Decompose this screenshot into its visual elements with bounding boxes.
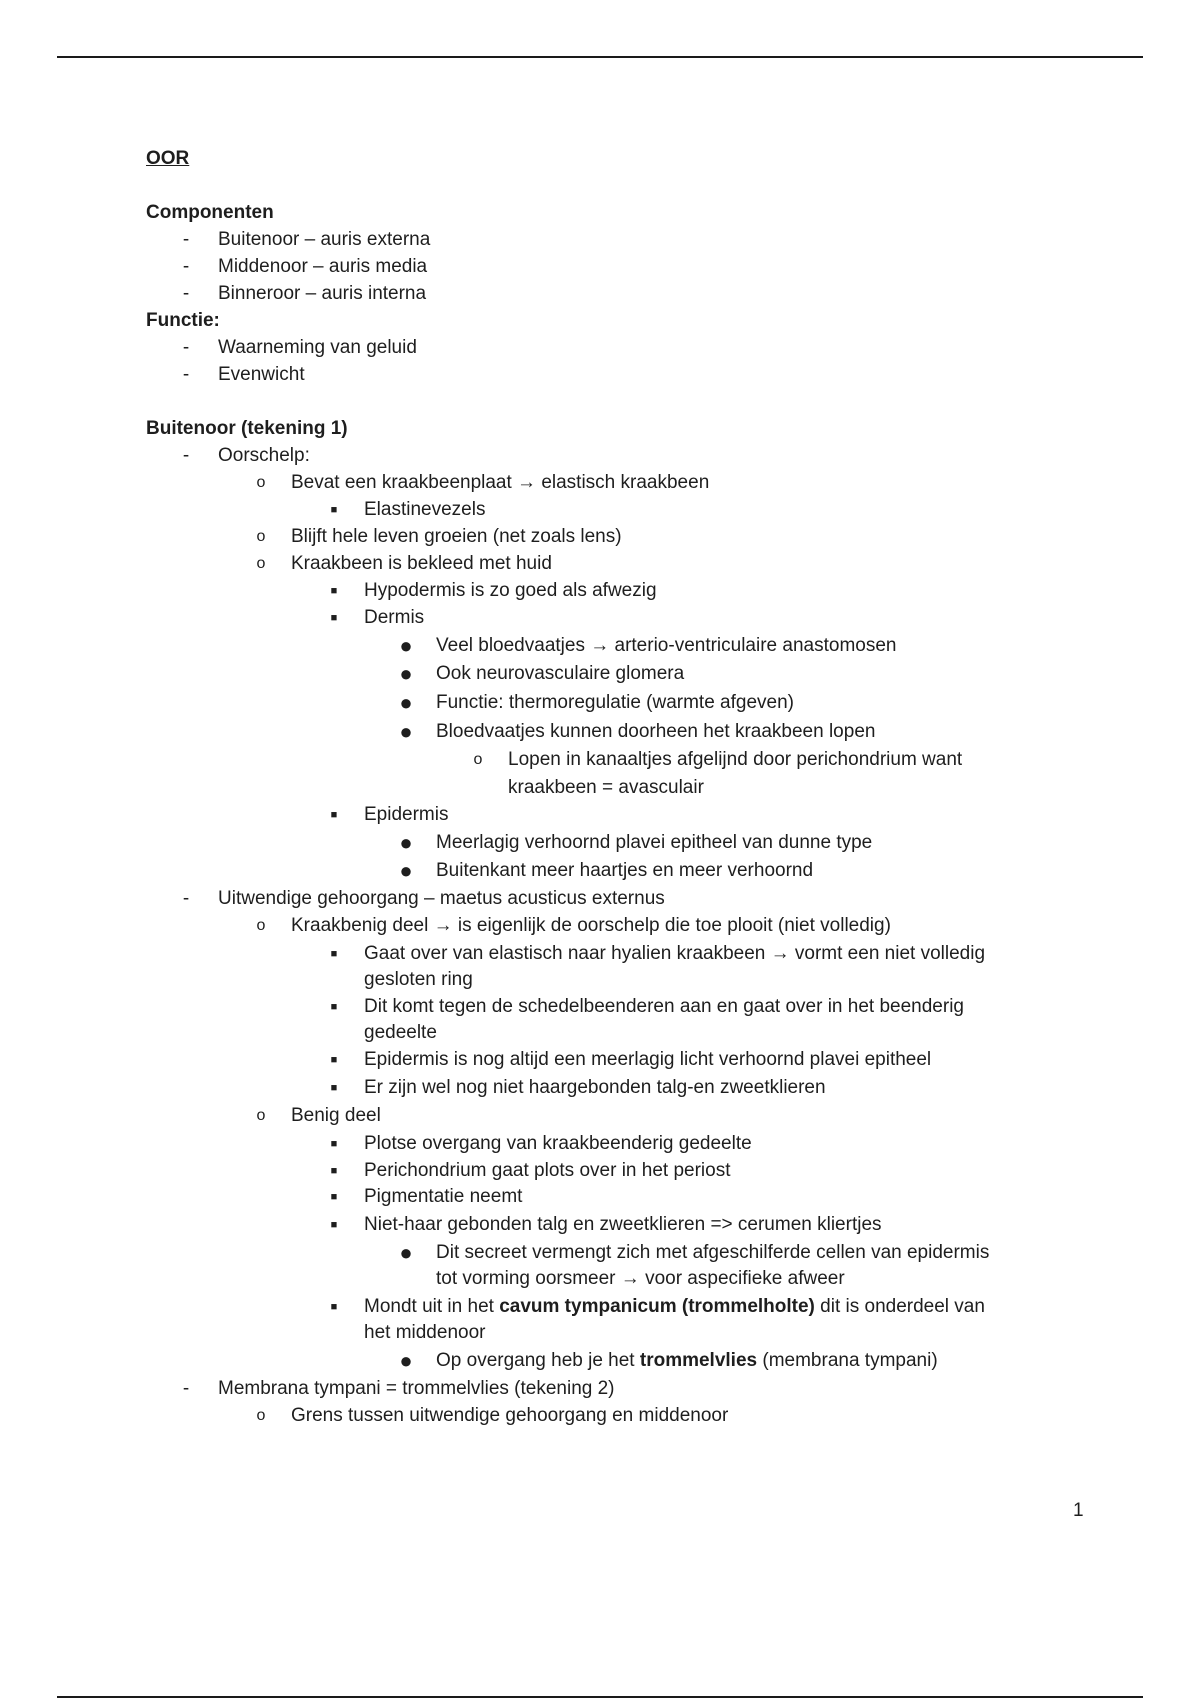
bullet-dot: ● xyxy=(399,690,413,715)
footer-rule xyxy=(57,1696,1143,1698)
heading-functie: Functie: xyxy=(146,310,220,331)
list-item: Middenoor – auris media xyxy=(218,256,428,277)
list-item: Grens tussen uitwendige gehoorgang en middenoor xyxy=(291,1405,729,1426)
bullet-dash: - xyxy=(182,1378,190,1399)
list-item: Ook neurovasculaire glomera xyxy=(436,663,685,684)
bullet-circle: o xyxy=(256,1407,266,1424)
list-item-overgang xyxy=(436,1348,938,1374)
bullet-square: ■ xyxy=(330,1082,338,1094)
list-item: Bevat een kraakbeenplaat → elastisch kraakbeen xyxy=(291,472,710,493)
list-item: Blijft hele leven groeien (net zoals lens) xyxy=(291,526,622,547)
text-span: dit is onderdeel van xyxy=(814,1296,985,1317)
bullet-square: ■ xyxy=(330,1054,338,1066)
bullet-square: ■ xyxy=(330,1191,338,1203)
list-item: Kraakbeen is bekleed met huid xyxy=(291,553,552,574)
bullet-dot: ● xyxy=(399,1348,413,1373)
bullet-dot: ● xyxy=(399,1240,413,1265)
bullet-circle: o xyxy=(256,917,266,934)
bullet-dot: ● xyxy=(399,719,413,744)
bullet-dash: - xyxy=(182,888,190,909)
bullet-dot: ● xyxy=(399,633,413,658)
list-item-mondt xyxy=(364,1294,985,1320)
list-item: Kraakbenig deel → is eigenlijk de oorschelp die toe plooit (niet volledig) xyxy=(291,915,891,936)
list-item: Dit komt tegen de schedelbeenderen aan en gaat over in het beenderig xyxy=(364,996,964,1017)
bullet-circle: o xyxy=(256,528,266,545)
document-title: OOR xyxy=(146,148,190,169)
bullet-dot: ● xyxy=(399,661,413,686)
bullet-square: ■ xyxy=(330,585,338,597)
bullet-dash: - xyxy=(182,445,190,466)
bullet-square: ■ xyxy=(330,809,338,821)
heading-buitenoor: Buitenoor (tekening 1) xyxy=(146,418,348,439)
bullet-square: ■ xyxy=(330,1301,338,1313)
list-item: Epidermis is nog altijd een meerlagig licht verhoornd plavei epitheel xyxy=(364,1049,932,1070)
list-item: Elastinevezels xyxy=(364,499,486,520)
list-item-continuation: het middenoor xyxy=(364,1322,486,1343)
bullet-square: ■ xyxy=(330,1138,338,1150)
list-item: Benig deel xyxy=(291,1105,381,1126)
list-item: Waarneming van geluid xyxy=(218,337,417,358)
bullet-square: ■ xyxy=(330,948,338,960)
heading-componenten: Componenten xyxy=(146,202,274,223)
list-item-membrana: Membrana tympani = trommelvlies (tekening 2) xyxy=(218,1378,615,1399)
bullet-circle: o xyxy=(256,474,266,491)
bullet-circle: o xyxy=(256,1107,266,1124)
text-span: (membrana tympani) xyxy=(757,1350,938,1371)
list-item-continuation: tot vorming oorsmeer → voor aspecifieke afweer xyxy=(436,1268,845,1289)
list-item-gehoorgang: Uitwendige gehoorgang – maetus acusticus externus xyxy=(218,888,665,909)
bullet-square: ■ xyxy=(330,1001,338,1013)
list-item: Buitenkant meer haartjes en meer verhoornd xyxy=(436,860,814,881)
list-item: Meerlagig verhoornd plavei epitheel van dunne type xyxy=(436,832,873,853)
bullet-dash: - xyxy=(182,283,190,304)
bullet-dash: - xyxy=(182,256,190,277)
header-rule xyxy=(57,56,1143,58)
list-item: Epidermis xyxy=(364,804,449,825)
list-item-continuation: gedeelte xyxy=(364,1022,437,1043)
bullet-circle: o xyxy=(256,555,266,572)
list-item: Dit secreet vermengt zich met afgeschilferde cellen van epidermis xyxy=(436,1242,990,1263)
list-item: Lopen in kanaaltjes afgelijnd door perichondrium want xyxy=(508,749,963,770)
bullet-dash: - xyxy=(182,364,190,385)
list-item-continuation: kraakbeen = avasculair xyxy=(508,777,704,798)
bullet-square: ■ xyxy=(330,612,338,624)
list-item-continuation: gesloten ring xyxy=(364,969,473,990)
page-number: 1 xyxy=(1073,1500,1084,1521)
list-item: Bloedvaatjes kunnen doorheen het kraakbeen lopen xyxy=(436,721,876,742)
list-item: Pigmentatie neemt xyxy=(364,1186,523,1207)
list-item: Functie: thermoregulatie (warmte afgeven) xyxy=(436,692,794,713)
text-span: Mondt uit in het xyxy=(364,1296,500,1317)
list-item: Plotse overgang van kraakbeenderig gedeelte xyxy=(364,1133,752,1154)
bullet-square: ■ xyxy=(330,1165,338,1177)
bullet-square: ■ xyxy=(330,504,338,516)
bold-term: cavum tympanicum (trommelholte) xyxy=(499,1296,815,1317)
list-item: Dermis xyxy=(364,607,425,628)
bullet-dash: - xyxy=(182,337,190,358)
bullet-dash: - xyxy=(182,229,190,250)
text-span: Op overgang heb je het xyxy=(436,1350,640,1371)
bold-term: trommelvlies xyxy=(639,1350,758,1371)
list-item: Gaat over van elastisch naar hyalien kraakbeen → vormt een niet volledig xyxy=(364,943,986,964)
list-item: Perichondrium gaat plots over in het periost xyxy=(364,1160,731,1181)
list-item-oorschelp: Oorschelp: xyxy=(218,445,310,466)
list-item: Niet-haar gebonden talg en zweetklieren => cerumen kliertjes xyxy=(364,1214,882,1235)
list-item: Hypodermis is zo goed als afwezig xyxy=(364,580,657,601)
list-item: Er zijn wel nog niet haargebonden talg-en zweetklieren xyxy=(364,1077,826,1098)
list-item: Evenwicht xyxy=(218,364,305,385)
bullet-square: ■ xyxy=(330,1219,338,1231)
list-item: Binneroor – auris interna xyxy=(218,283,427,304)
list-item: Veel bloedvaatjes → arterio-ventriculaire anastomosen xyxy=(436,635,897,656)
bullet-dot: ● xyxy=(399,858,413,883)
bullet-circle: o xyxy=(473,751,483,768)
list-item: Buitenoor – auris externa xyxy=(218,229,431,250)
bullet-dot: ● xyxy=(399,830,413,855)
